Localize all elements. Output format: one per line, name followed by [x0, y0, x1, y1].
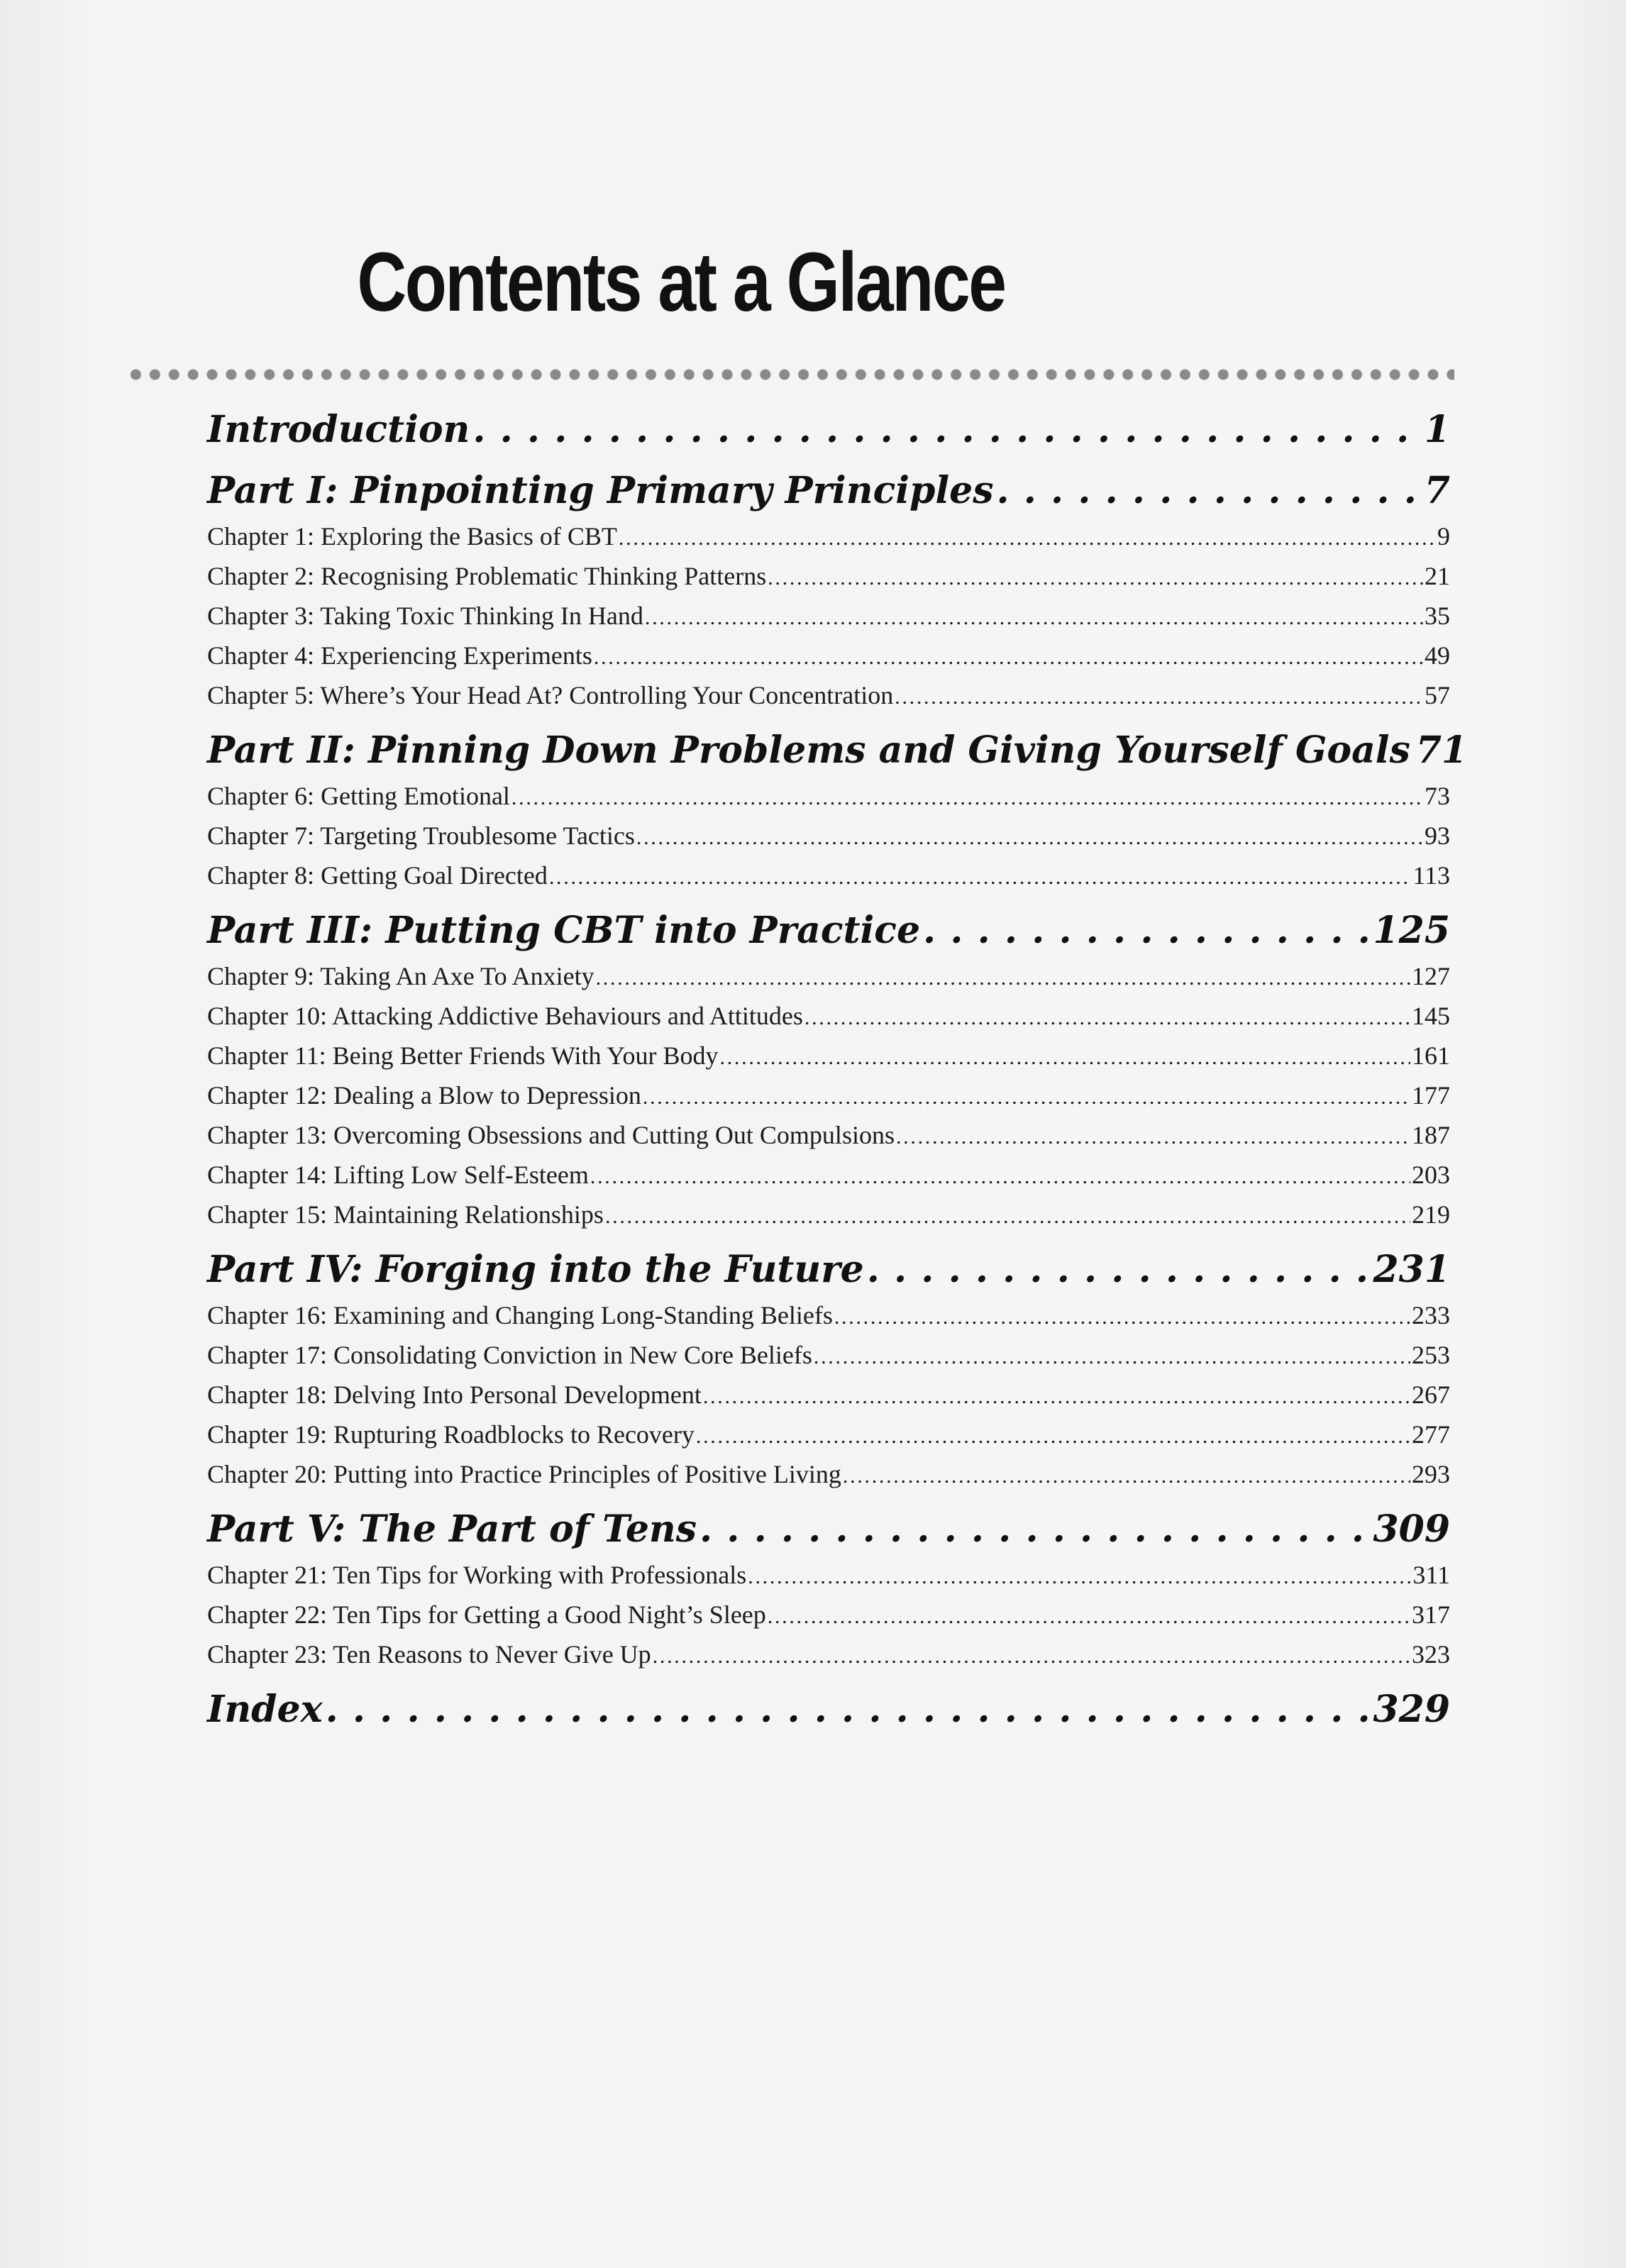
dot-leader [843, 1454, 1410, 1496]
entry-title: Chapter 15: Maintaining Relationships [207, 1200, 604, 1229]
toc-part-entry[interactable] [207, 404, 1450, 455]
dot-leader [605, 1195, 1410, 1237]
toc-part-entry[interactable] [207, 725, 1468, 776]
spacer [207, 455, 1450, 465]
page-number: 9 [1437, 522, 1450, 551]
page-number: 71 [1415, 729, 1468, 772]
toc-chapter-entry[interactable] [207, 1454, 1450, 1494]
entry-title: Chapter 23: Ten Reasons to Never Give Up [207, 1640, 651, 1669]
dot-leader [768, 556, 1423, 598]
toc-chapter-entry[interactable] [207, 1595, 1450, 1634]
dot-leader [814, 1335, 1410, 1377]
toc-chapter-entry[interactable] [207, 596, 1450, 636]
dot-leader [472, 404, 1421, 455]
page-number: 219 [1412, 1200, 1450, 1229]
toc-part-entry[interactable] [207, 1684, 1450, 1735]
dot-leader [653, 1634, 1410, 1676]
page-number: 1 [1424, 408, 1450, 451]
toc-part-entry[interactable] [207, 905, 1450, 956]
dot-leader [748, 1555, 1411, 1597]
entry-title: Chapter 22: Ten Tips for Getting a Good Night’s Sleep [207, 1600, 766, 1629]
dotted-divider [126, 367, 1454, 382]
entry-title: Chapter 6: Getting Emotional [207, 782, 510, 810]
entry-title: Chapter 10: Attacking Addictive Behaviours and Attitudes [207, 1002, 803, 1030]
page-number: 145 [1412, 1002, 1450, 1030]
table-of-contents [207, 404, 1468, 1735]
toc-chapter-entry[interactable] [207, 675, 1450, 715]
toc-chapter-entry[interactable] [207, 996, 1450, 1036]
dot-leader [596, 956, 1410, 998]
entry-title: Chapter 5: Where’s Your Head At? Controlling Your Concentration [207, 681, 894, 709]
entry-title: Part V: The Part of Tens [207, 1508, 697, 1551]
entry-title: Part III: Putting CBT into Practice [207, 909, 921, 952]
entry-title: Part I: Pinpointing Primary Principles [207, 469, 994, 512]
page-number: 49 [1425, 641, 1450, 670]
toc-chapter-entry[interactable] [207, 1555, 1450, 1595]
toc-chapter-entry[interactable] [207, 1415, 1450, 1454]
dot-leader [696, 1415, 1410, 1456]
entry-title: Chapter 7: Targeting Troublesome Tactics [207, 822, 635, 850]
toc-chapter-entry[interactable] [207, 1375, 1450, 1415]
dot-leader [699, 1504, 1370, 1555]
page-title: Contents at a Glance [357, 236, 1005, 329]
entry-title: Chapter 16: Examining and Changing Long-Standing Beliefs [207, 1301, 833, 1329]
dot-leader [549, 856, 1411, 897]
page-number: 309 [1373, 1508, 1450, 1551]
toc-chapter-entry[interactable] [207, 776, 1450, 816]
page-number: 161 [1412, 1041, 1450, 1070]
entry-title: Chapter 18: Delving Into Personal Development [207, 1381, 702, 1409]
dot-leader [619, 516, 1436, 558]
page-number: 277 [1412, 1420, 1450, 1449]
entry-title: Chapter 3: Taking Toxic Thinking In Hand [207, 602, 643, 630]
dot-leader [720, 1036, 1410, 1078]
page-number: 35 [1425, 602, 1450, 630]
entry-title: Chapter 13: Overcoming Obsessions and Cutting Out Compulsions [207, 1121, 895, 1149]
toc-part-entry[interactable] [207, 465, 1450, 516]
page-number: 57 [1425, 681, 1450, 709]
page-number: 323 [1412, 1640, 1450, 1669]
page-number: 233 [1412, 1301, 1450, 1329]
page-number: 177 [1412, 1081, 1450, 1110]
toc-chapter-entry[interactable] [207, 516, 1450, 556]
page-number: 7 [1424, 469, 1450, 512]
toc-chapter-entry[interactable] [207, 636, 1450, 675]
dot-leader [834, 1295, 1410, 1337]
dot-leader [511, 776, 1423, 818]
toc-chapter-entry[interactable] [207, 1335, 1450, 1375]
toc-chapter-entry[interactable] [207, 556, 1450, 596]
dot-leader [636, 816, 1423, 858]
page-number: 93 [1425, 822, 1450, 850]
entry-title: Chapter 19: Rupturing Roadblocks to Recovery [207, 1420, 695, 1449]
toc-chapter-entry[interactable] [207, 856, 1450, 895]
toc-part-entry[interactable] [207, 1244, 1450, 1295]
toc-chapter-entry[interactable] [207, 1115, 1450, 1155]
toc-chapter-entry[interactable] [207, 1295, 1450, 1335]
entry-title: Part IV: Forging into the Future [207, 1248, 864, 1291]
toc-chapter-entry[interactable] [207, 1155, 1450, 1195]
dot-leader [804, 996, 1410, 1038]
entry-title: Index [207, 1688, 323, 1731]
dot-leader [590, 1155, 1410, 1197]
dot-leader [895, 675, 1423, 717]
dot-leader [896, 1115, 1410, 1157]
dot-leader [996, 465, 1421, 516]
page-number: 21 [1425, 562, 1450, 590]
page-number: 253 [1412, 1341, 1450, 1369]
entry-title: Part II: Pinning Down Problems and Giving Yourself Goals [207, 729, 1410, 772]
entry-title: Chapter 1: Exploring the Basics of CBT [207, 522, 617, 551]
dot-leader [326, 1684, 1371, 1735]
entry-title: Chapter 11: Being Better Friends With Your Body [207, 1041, 719, 1070]
page-number: 329 [1373, 1688, 1450, 1731]
entry-title: Chapter 2: Recognising Problematic Thinking Patterns [207, 562, 767, 590]
entry-title: Introduction [207, 408, 470, 451]
page-number: 317 [1412, 1600, 1450, 1629]
page-number: 231 [1373, 1248, 1450, 1291]
page-number: 267 [1412, 1381, 1450, 1409]
dot-leader [867, 1244, 1371, 1295]
page-number: 113 [1412, 861, 1450, 890]
dot-leader [643, 1075, 1410, 1117]
toc-chapter-entry[interactable] [207, 1195, 1450, 1234]
page-number: 73 [1425, 782, 1450, 810]
page-number: 311 [1412, 1561, 1450, 1589]
entry-title: Chapter 12: Dealing a Blow to Depression [207, 1081, 641, 1110]
entry-title: Chapter 4: Experiencing Experiments [207, 641, 592, 670]
toc-chapter-entry[interactable] [207, 1036, 1450, 1075]
entry-title: Chapter 9: Taking An Axe To Anxiety [207, 962, 594, 990]
page-number: 203 [1412, 1161, 1450, 1189]
entry-title: Chapter 17: Consolidating Conviction in New Core Beliefs [207, 1341, 812, 1369]
page-number: 127 [1412, 962, 1450, 990]
page-number: 125 [1373, 909, 1450, 952]
dot-leader [703, 1375, 1410, 1417]
dot-leader [594, 636, 1423, 677]
dot-leader [768, 1595, 1410, 1637]
toc-part-entry[interactable] [207, 1504, 1450, 1555]
toc-chapter-entry[interactable] [207, 1634, 1450, 1674]
toc-chapter-entry[interactable] [207, 1075, 1450, 1115]
entry-title: Chapter 8: Getting Goal Directed [207, 861, 548, 890]
toc-chapter-entry[interactable] [207, 816, 1450, 856]
dot-leader [923, 905, 1370, 956]
page-number: 293 [1412, 1460, 1450, 1488]
entry-title: Chapter 21: Ten Tips for Working with Professionals [207, 1561, 747, 1589]
dot-leader [645, 596, 1423, 638]
page-number: 187 [1412, 1121, 1450, 1149]
entry-title: Chapter 14: Lifting Low Self-Esteem [207, 1161, 589, 1189]
entry-title: Chapter 20: Putting into Practice Principles of Positive Living [207, 1460, 841, 1488]
toc-chapter-entry[interactable] [207, 956, 1450, 996]
